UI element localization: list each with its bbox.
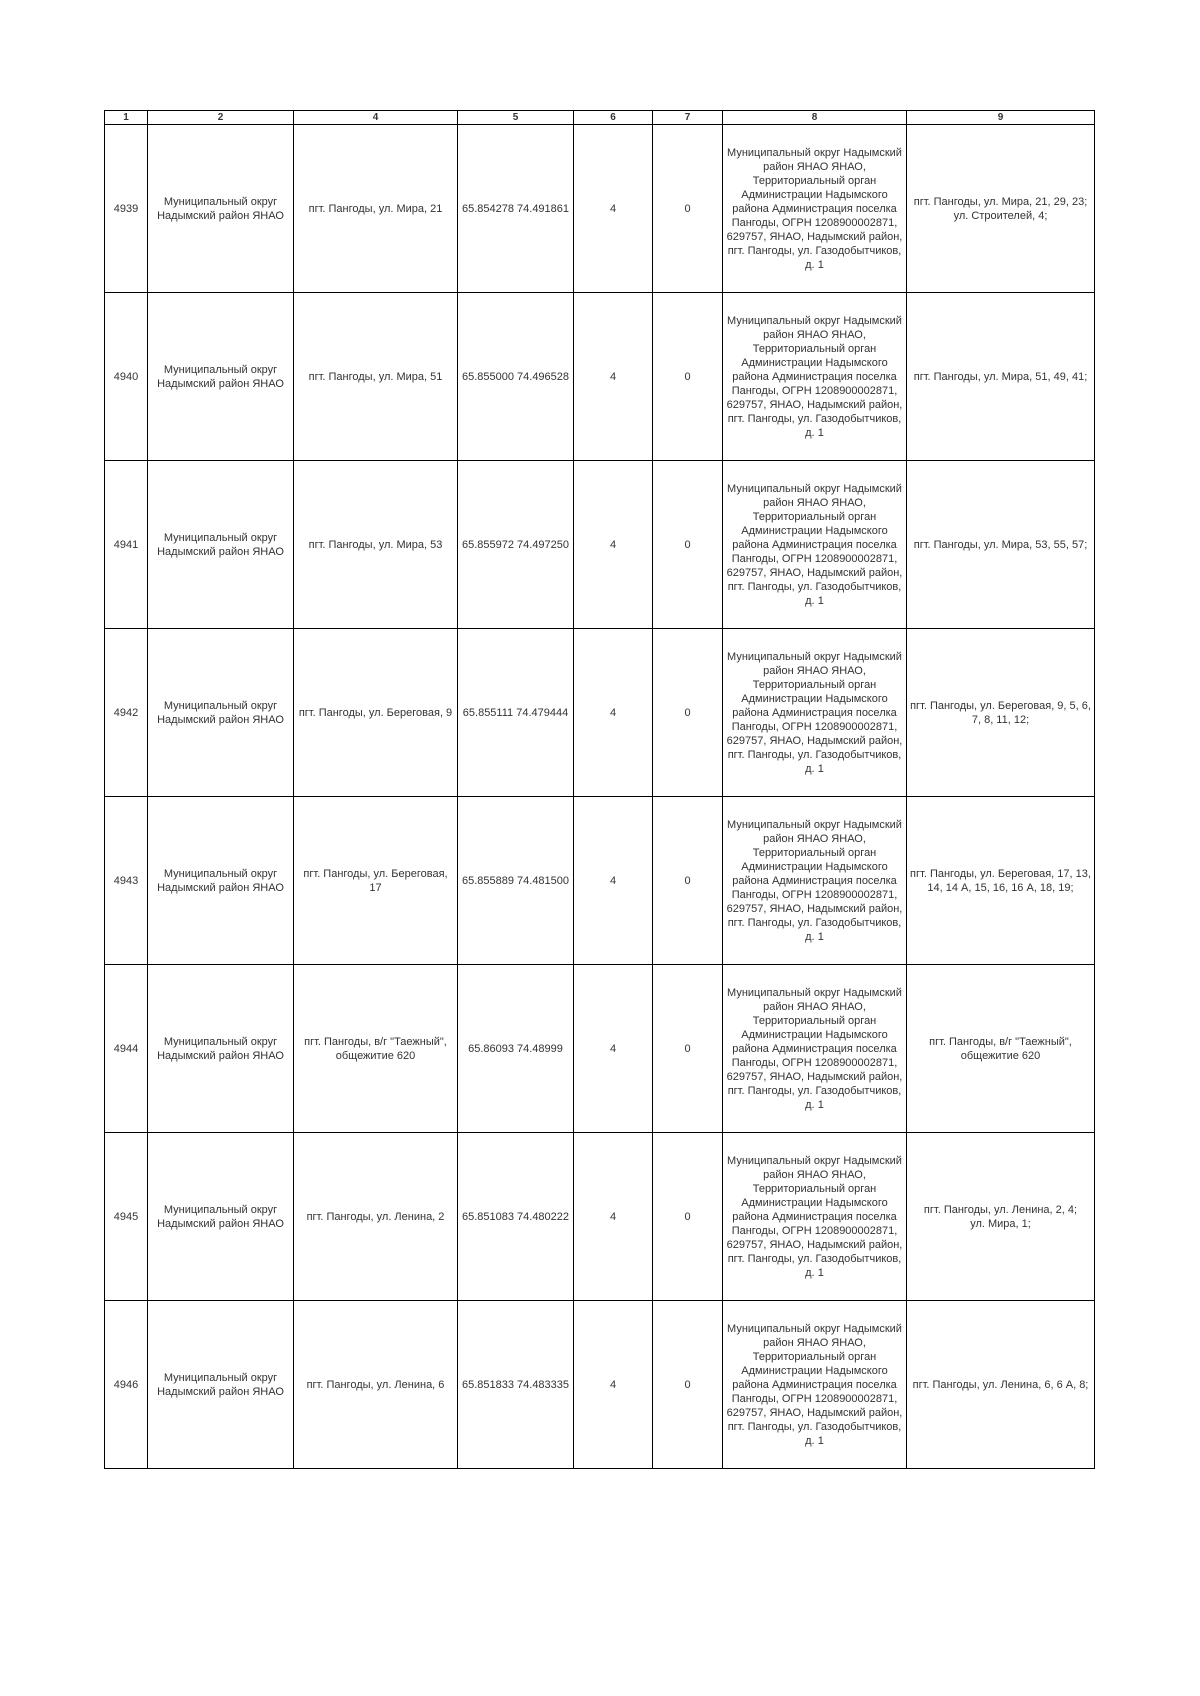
served-addresses-cell: пгт. Пангоды, ул. Мира, 21, 29, 23; ул. Строителей, 4; [907, 125, 1095, 293]
row-number-cell: 4939 [105, 125, 148, 293]
served-addresses-cell: пгт. Пангоды, ул. Мира, 51, 49, 41; [907, 293, 1095, 461]
row-number-cell: 4942 [105, 629, 148, 797]
address-cell: пгт. Пангоды, в/г "Таежный", общежитие 620 [294, 965, 458, 1133]
row-number-cell: 4943 [105, 797, 148, 965]
column-6-cell: 4 [574, 125, 653, 293]
address-cell: пгт. Пангоды, ул. Береговая, 9 [294, 629, 458, 797]
served-addresses-cell: пгт. Пангоды, ул. Ленина, 2, 4; ул. Мира, 1; [907, 1133, 1095, 1301]
column-6-cell: 4 [574, 461, 653, 629]
column-6-cell: 4 [574, 1301, 653, 1469]
responsible-org-cell: Муниципальный округ Надымский район ЯНАО ЯНАО, Территориальный орган Администрации Надымского района Администрация поселка Пангоды, ОГРН 1208900002871, 629757, ЯНАО, Надымский район, пгт. Пангоды, ул. Газодобытчиков, д. 1 [723, 629, 907, 797]
address-cell: пгт. Пангоды, ул. Ленина, 2 [294, 1133, 458, 1301]
responsible-org-cell: Муниципальный округ Надымский район ЯНАО ЯНАО, Территориальный орган Администрации Надымского района Администрация поселка Пангоды, ОГРН 1208900002871, 629757, ЯНАО, Надымский район, пгт. Пангоды, ул. Газодобытчиков, д. 1 [723, 797, 907, 965]
address-cell: пгт. Пангоды, ул. Мира, 53 [294, 461, 458, 629]
column-header: 8 [723, 111, 907, 125]
coordinates-cell: 65.855000 74.496528 [458, 293, 574, 461]
column-header: 2 [148, 111, 294, 125]
column-6-cell: 4 [574, 797, 653, 965]
address-cell: пгт. Пангоды, ул. Ленина, 6 [294, 1301, 458, 1469]
coordinates-cell: 65.854278 74.491861 [458, 125, 574, 293]
coordinates-cell: 65.855889 74.481500 [458, 797, 574, 965]
responsible-org-cell: Муниципальный округ Надымский район ЯНАО ЯНАО, Территориальный орган Администрации Надымского района Администрация поселка Пангоды, ОГРН 1208900002871, 629757, ЯНАО, Надымский район, пгт. Пангоды, ул. Газодобытчиков, д. 1 [723, 1133, 907, 1301]
owner-cell: Муниципальный округ Надымский район ЯНАО [148, 461, 294, 629]
column-7-cell: 0 [653, 461, 723, 629]
served-addresses-cell: пгт. Пангоды, ул. Мира, 53, 55, 57; [907, 461, 1095, 629]
table-row [105, 629, 1095, 797]
owner-cell: Муниципальный округ Надымский район ЯНАО [148, 797, 294, 965]
coordinates-cell: 65.855972 74.497250 [458, 461, 574, 629]
coordinates-cell: 65.851083 74.480222 [458, 1133, 574, 1301]
row-number-cell: 4945 [105, 1133, 148, 1301]
table-row [105, 125, 1095, 293]
table-row [105, 965, 1095, 1133]
column-7-cell: 0 [653, 965, 723, 1133]
row-number-cell: 4941 [105, 461, 148, 629]
column-header: 5 [458, 111, 574, 125]
column-7-cell: 0 [653, 1301, 723, 1469]
responsible-org-cell: Муниципальный округ Надымский район ЯНАО ЯНАО, Территориальный орган Администрации Надымского района Администрация поселка Пангоды, ОГРН 1208900002871, 629757, ЯНАО, Надымский район, пгт. Пангоды, ул. Газодобытчиков, д. 1 [723, 1301, 907, 1469]
column-7-cell: 0 [653, 293, 723, 461]
table-body [105, 125, 1095, 1469]
address-cell: пгт. Пангоды, ул. Мира, 21 [294, 125, 458, 293]
responsible-org-cell: Муниципальный округ Надымский район ЯНАО ЯНАО, Территориальный орган Администрации Надымского района Администрация поселка Пангоды, ОГРН 1208900002871, 629757, ЯНАО, Надымский район, пгт. Пангоды, ул. Газодобытчиков, д. 1 [723, 125, 907, 293]
owner-cell: Муниципальный округ Надымский район ЯНАО [148, 1301, 294, 1469]
coordinates-cell: 65.851833 74.483335 [458, 1301, 574, 1469]
column-header: 6 [574, 111, 653, 125]
column-6-cell: 4 [574, 965, 653, 1133]
table-row [105, 1301, 1095, 1469]
row-number-cell: 4940 [105, 293, 148, 461]
column-header: 9 [907, 111, 1095, 125]
table-row [105, 1133, 1095, 1301]
column-6-cell: 4 [574, 629, 653, 797]
column-header: 4 [294, 111, 458, 125]
address-cell: пгт. Пангоды, ул. Мира, 51 [294, 293, 458, 461]
owner-cell: Муниципальный округ Надымский район ЯНАО [148, 629, 294, 797]
responsible-org-cell: Муниципальный округ Надымский район ЯНАО ЯНАО, Территориальный орган Администрации Надымского района Администрация поселка Пангоды, ОГРН 1208900002871, 629757, ЯНАО, Надымский район, пгт. Пангоды, ул. Газодобытчиков, д. 1 [723, 965, 907, 1133]
column-7-cell: 0 [653, 125, 723, 293]
registry-table [104, 110, 1095, 1469]
table-row [105, 797, 1095, 965]
served-addresses-cell: пгт. Пангоды, ул. Береговая, 9, 5, 6, 7, 8, 11, 12; [907, 629, 1095, 797]
column-7-cell: 0 [653, 629, 723, 797]
coordinates-cell: 65.86093 74.48999 [458, 965, 574, 1133]
served-addresses-cell: пгт. Пангоды, ул. Береговая, 17, 13, 14, 14 А, 15, 16, 16 А, 18, 19; [907, 797, 1095, 965]
served-addresses-cell: пгт. Пангоды, ул. Ленина, 6, 6 А, 8; [907, 1301, 1095, 1469]
column-7-cell: 0 [653, 1133, 723, 1301]
owner-cell: Муниципальный округ Надымский район ЯНАО [148, 1133, 294, 1301]
responsible-org-cell: Муниципальный округ Надымский район ЯНАО ЯНАО, Территориальный орган Администрации Надымского района Администрация поселка Пангоды, ОГРН 1208900002871, 629757, ЯНАО, Надымский район, пгт. Пангоды, ул. Газодобытчиков, д. 1 [723, 461, 907, 629]
header-row [105, 111, 1095, 125]
owner-cell: Муниципальный округ Надымский район ЯНАО [148, 293, 294, 461]
row-number-cell: 4944 [105, 965, 148, 1133]
owner-cell: Муниципальный округ Надымский район ЯНАО [148, 965, 294, 1133]
column-6-cell: 4 [574, 293, 653, 461]
column-6-cell: 4 [574, 1133, 653, 1301]
served-addresses-cell: пгт. Пангоды, в/г "Таежный", общежитие 620 [907, 965, 1095, 1133]
responsible-org-cell: Муниципальный округ Надымский район ЯНАО ЯНАО, Территориальный орган Администрации Надымского района Администрация поселка Пангоды, ОГРН 1208900002871, 629757, ЯНАО, Надымский район, пгт. Пангоды, ул. Газодобытчиков, д. 1 [723, 293, 907, 461]
column-header: 1 [105, 111, 148, 125]
address-cell: пгт. Пангоды, ул. Береговая, 17 [294, 797, 458, 965]
column-7-cell: 0 [653, 797, 723, 965]
owner-cell: Муниципальный округ Надымский район ЯНАО [148, 125, 294, 293]
row-number-cell: 4946 [105, 1301, 148, 1469]
table-row [105, 461, 1095, 629]
coordinates-cell: 65.855111 74.479444 [458, 629, 574, 797]
table-row [105, 293, 1095, 461]
column-header: 7 [653, 111, 723, 125]
